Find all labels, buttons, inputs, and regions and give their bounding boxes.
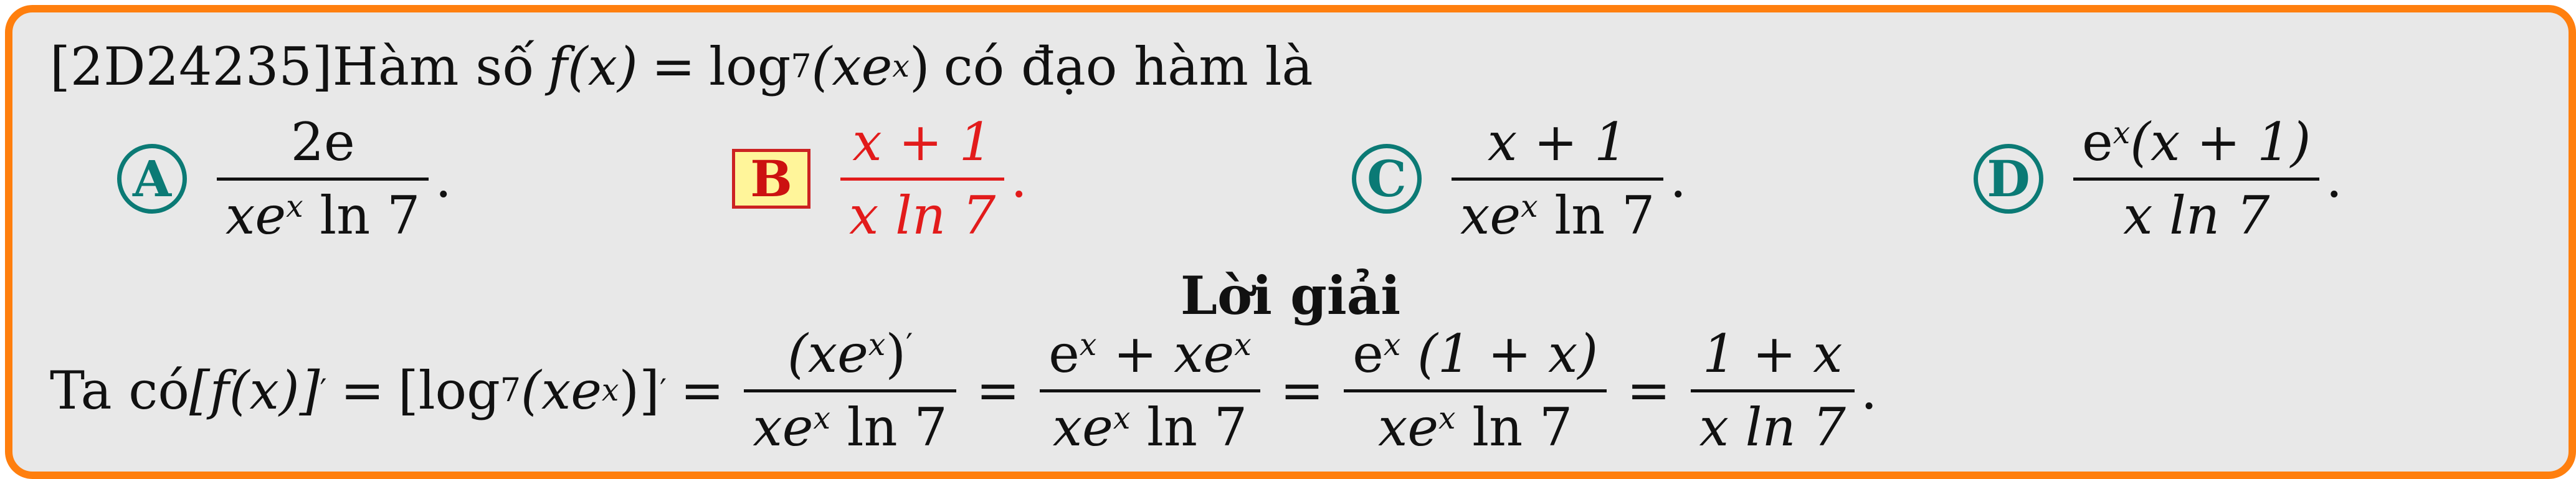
choice-b-fraction <box>840 112 1004 245</box>
choice-b-numerator: x + 1 <box>852 111 992 173</box>
step1-arg: (xe <box>521 360 602 422</box>
fraction-bar <box>744 389 956 392</box>
choice-a-numerator: 2e <box>290 111 355 173</box>
choice-a-fraction <box>217 112 429 245</box>
solution-period: . <box>1860 360 1878 422</box>
choice-b-denominator: x ln 7 <box>849 184 996 246</box>
choice-a-denominator: $xe^x$ ln 7 <box>226 184 421 246</box>
choice-c[interactable] <box>1352 112 1686 245</box>
solution-line <box>50 324 1877 457</box>
choice-a-period: . <box>435 148 452 210</box>
choice-a[interactable] <box>117 112 452 245</box>
step1-sup: x <box>601 373 619 409</box>
solution-title: Lời giải <box>1180 265 1401 326</box>
fraction-bar <box>840 178 1004 181</box>
choice-d-period: . <box>2326 148 2343 210</box>
choice-c-numerator: x + 1 <box>1487 111 1628 173</box>
fraction-bar <box>2073 178 2319 181</box>
question-code: [2D24235] <box>50 36 333 97</box>
log-arg-open: (xe <box>811 36 893 97</box>
question-card <box>5 5 2576 479</box>
log-prefix: log <box>709 36 791 97</box>
equals-sign: = <box>680 360 725 422</box>
fraction-bar <box>1344 389 1607 392</box>
choice-d-denominator: x ln 7 <box>2123 184 2270 246</box>
function-lhs: f(x) <box>548 36 638 97</box>
log-arg-close: ) <box>909 36 930 97</box>
step4-fraction: $e^x$ (1 + x) $xe^x$ ln 7 <box>1344 324 1607 457</box>
step1-log: [log <box>397 360 500 422</box>
fraction-bar <box>217 178 429 181</box>
fraction-bar <box>1452 178 1663 181</box>
log-base: 7 <box>791 47 812 85</box>
solution-lhs: [f(x)] <box>189 360 320 422</box>
equals-sign: = <box>1627 360 1671 422</box>
step5-fraction: 1 + x x ln 7 <box>1691 324 1855 457</box>
step1-close: )] <box>619 360 660 422</box>
step1-prime: ′ <box>659 373 667 409</box>
equals-sign: = <box>1280 360 1324 422</box>
stem-text: Hàm số <box>332 36 535 97</box>
solution-lhs-prime: ′ <box>320 373 327 409</box>
step3-fraction: $e^x + xe^x$ $xe^x$ ln 7 <box>1040 324 1260 457</box>
equals-sign: = <box>651 36 696 97</box>
choice-a-badge: A <box>117 144 187 214</box>
step1-base: 7 <box>500 372 521 410</box>
choice-d-fraction <box>2073 112 2319 245</box>
solution-intro: Ta có <box>50 360 189 422</box>
choice-d[interactable] <box>1974 112 2342 245</box>
choice-c-badge: C <box>1352 144 1422 214</box>
step2-fraction: $(xe^x)'$ $xe^x$ ln 7 <box>744 324 956 457</box>
choice-d-badge: D <box>1974 144 2043 214</box>
fraction-bar <box>1040 389 1260 392</box>
stem-tail: có đạo hàm là <box>943 36 1313 97</box>
choice-c-denominator: $xe^x$ ln 7 <box>1460 184 1655 246</box>
choice-b-badge: B <box>732 149 810 209</box>
choice-d-numerator: $e^x(x + 1)$ <box>2082 111 2311 173</box>
choice-c-fraction <box>1452 112 1663 245</box>
question-stem <box>50 36 1313 97</box>
choice-b[interactable] <box>732 112 1027 245</box>
choice-b-period: . <box>1010 148 1027 210</box>
log-arg-sup: x <box>892 49 910 84</box>
equals-sign: = <box>976 360 1020 422</box>
equals-sign: = <box>340 360 384 422</box>
fraction-bar <box>1691 389 1855 392</box>
choice-c-period: . <box>1670 148 1687 210</box>
